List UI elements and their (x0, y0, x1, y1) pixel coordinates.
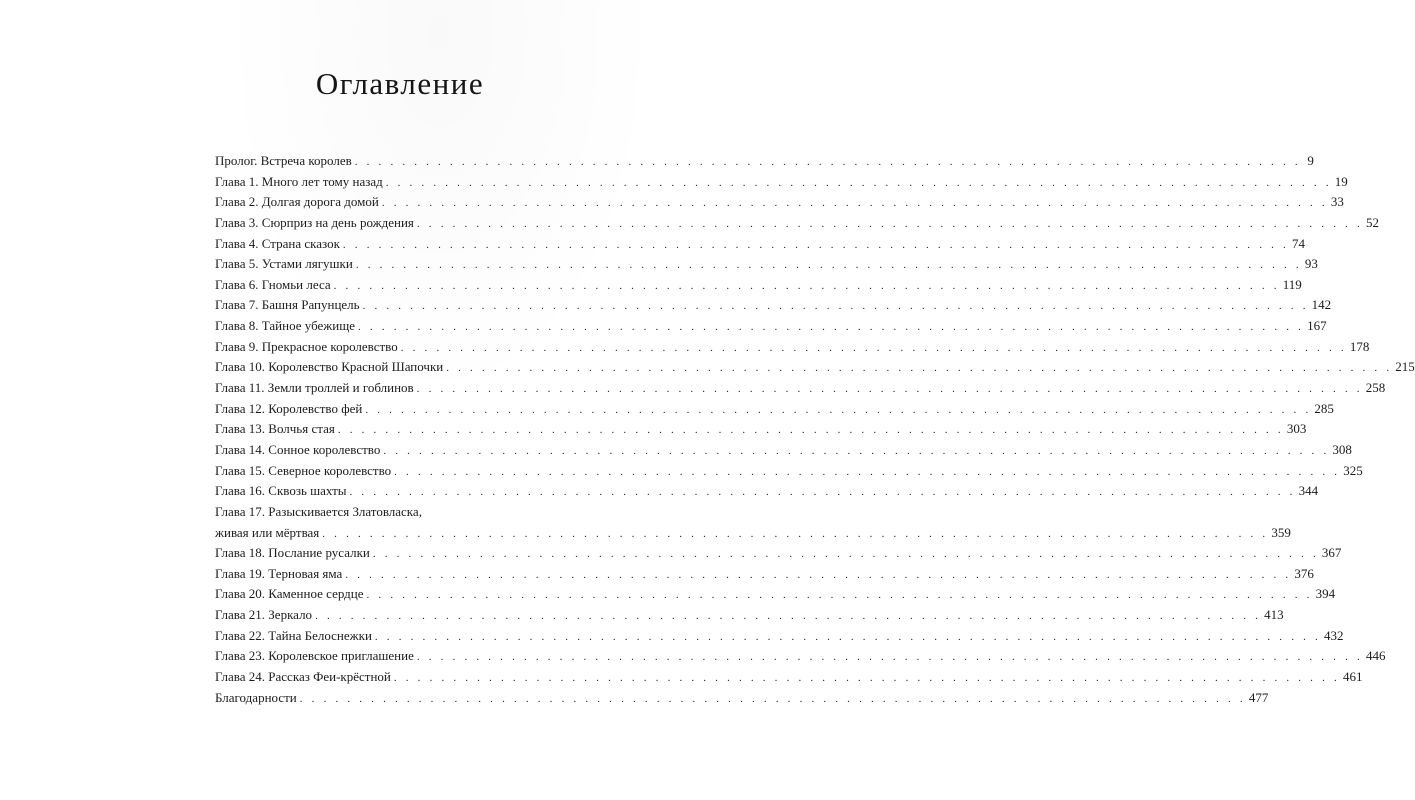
toc-page-number: 178 (1349, 338, 1370, 354)
toc-page-number: 119 (1282, 276, 1302, 292)
toc-line (215, 626, 1344, 647)
dot-leader: . . . . . . . . . . . . . . . . . . . . . . . . . . . . . . . . . . . . . . . . . . . . . . . . . . . . . . . . . . . . . . . . . . . . . . . . . . . . . . . . (416, 217, 1363, 230)
toc-entry (215, 419, 1307, 440)
toc-entry-title: Глава 14. Сонное королевство (215, 441, 381, 457)
toc-line (215, 584, 1336, 605)
toc-entry-title: Глава 15. Северное королевство (215, 462, 392, 478)
toc-entry-title: Благодарности (215, 689, 297, 705)
toc-page-number: 142 (1311, 297, 1332, 313)
toc-line (215, 213, 1379, 234)
dot-leader: . . . . . . . . . . . . . . . . . . . . . . . . . . . . . . . . . . . . . . . . . . . . . . . . . . . . . . . . . . . . . . . . . . . . . . . . . . . . . . . . (416, 383, 1363, 396)
toc-page-number: 74 (1291, 235, 1305, 251)
toc-page-number: 33 (1330, 194, 1344, 210)
toc-line (215, 481, 1319, 502)
toc-entry-title: Глава 1. Много лет тому назад (215, 173, 383, 189)
toc-line (215, 543, 1342, 564)
toc-entry-title: живая или мёртвая (215, 524, 320, 540)
toc-page-number: 9 (1307, 153, 1314, 168)
toc-entry-title: Глава 3. Сюрприз на день рождения (215, 214, 414, 230)
toc-entry-title: Глава 23. Королевское приглашение (215, 648, 414, 664)
toc-line (215, 337, 1370, 358)
dot-leader: . . . . . . . . . . . . . . . . . . . . . . . . . . . . . . . . . . . . . . . . . . . . . . . . . . . . . . . . . . . . . . . . . . . . . . . . . . . . . . . . (355, 259, 1302, 272)
toc-entry (215, 626, 1344, 647)
toc-entry (215, 667, 1363, 688)
dot-leader: . . . . . . . . . . . . . . . . . . . . . . . . . . . . . . . . . . . . . . . . . . . . . . . . . . . . . . . . . . . . . . . . . . . . . . . . . . . . . . . . (365, 403, 1312, 416)
dot-leader: . . . . . . . . . . . . . . . . . . . . . . . . . . . . . . . . . . . . . . . . . . . . . . . . . . . . . . . . . . . . . . . . . . . . . . . . . . . . . . . . (345, 568, 1292, 581)
toc-entry (215, 605, 1284, 626)
dot-leader: . . . . . . . . . . . . . . . . . . . . . . . . . . . . . . . . . . . . . . . . . . . . . . . . . . . . . . . . . . . . . . . . . . . . . . . . . . . . . . . . (381, 197, 1328, 210)
dot-leader: . . . . . . . . . . . . . . . . . . . . . . . . . . . . . . . . . . . . . . . . . . . . . . . . . . . . . . . . . . . . . . . . . . . . . . . . . . . . . . . . (333, 279, 1280, 292)
toc-line (215, 234, 1305, 255)
toc-entry-title: Глава 19. Терновая яма (215, 565, 343, 581)
toc-entry-title: Глава 8. Тайное убежище (215, 318, 356, 334)
toc-page-number: 446 (1365, 648, 1386, 664)
toc-line (215, 399, 1334, 420)
toc-page-number: 19 (1334, 173, 1348, 189)
toc-entry-title: Глава 24. Рассказ Феи-крёстной (215, 669, 391, 685)
toc-entry (215, 543, 1342, 564)
toc-entry-title: Глава 2. Долгая дорога домой (215, 194, 379, 210)
toc-page-number: 303 (1286, 421, 1307, 437)
toc-line (215, 564, 1314, 585)
toc-entry (215, 234, 1305, 255)
dot-leader: . . . . . . . . . . . . . . . . . . . . . . . . . . . . . . . . . . . . . . . . . . . . . . . . . . . . . . . . . . . . . . . . . . . . . . . . . . . . . . . . (322, 527, 1269, 540)
toc-entry-title: Глава 11. Земли троллей и гоблинов (215, 380, 414, 396)
dot-leader: . . . . . . . . . . . . . . . . . . . . . . . . . . . . . . . . . . . . . . . . . . . . . . . . . . . . . . . . . . . . . . . . . . . . . . . . . . . . . . . . (393, 672, 1340, 685)
toc-page-number: 308 (1332, 441, 1352, 457)
toc-line (215, 357, 1415, 378)
toc-entry (215, 275, 1302, 296)
dot-leader: . . . . . . . . . . . . . . . . . . . . . . . . . . . . . . . . . . . . . . . . . . . . . . . . . . . . . . . . . . . . . . . . . . . . . . . . . . . . . . . . (400, 341, 1347, 354)
toc-entry (215, 295, 1332, 316)
toc-entry-title: Глава 10. Королевство Красной Шапочки (215, 359, 444, 375)
toc-line (215, 523, 1291, 544)
page-title: Оглавление (315, 66, 485, 101)
toc-page-number: 461 (1342, 669, 1363, 685)
toc-entry-title: Глава 17. Разыскивается Златовласка, (215, 503, 422, 519)
toc-page-number: 325 (1343, 462, 1363, 478)
toc-page-number: 432 (1323, 627, 1344, 643)
dot-leader: . . . . . . . . . . . . . . . . . . . . . . . . . . . . . . . . . . . . . . . . . . . . . . . . . . . . . . . . . . . . . . . . . . . . . . . . . . . . . . . . (337, 424, 1284, 437)
dot-leader: . . . . . . . . . . . . . . . . . . . . . . . . . . . . . . . . . . . . . . . . . . . . . . . . . . . . . . . . . . . . . . . . . . . . . . . . . . . . . . . . (342, 238, 1289, 251)
toc-page-number: 477 (1248, 689, 1269, 705)
toc-entry-title: Глава 13. Волчья стая (215, 421, 335, 437)
toc-line (215, 316, 1327, 337)
toc-entry (215, 688, 1269, 709)
toc-entry-title: Глава 18. Послание русалки (215, 545, 370, 561)
dot-leader: . . . . . . . . . . . . . . . . . . . . . . . . . . . . . . . . . . . . . . . . . . . . . . . . . . . . . . . . . . . . . . . . . . . . . . . . . . . . . . . . (374, 630, 1321, 643)
toc-page-number: 344 (1298, 483, 1319, 499)
dot-leader: . . . . . . . . . . . . . . . . . . . . . . . . . . . . . . . . . . . . . . . . . . . . . . . . . . . . . . . . . . . . . . . . . . . . . . . . . . . . . . . . (372, 548, 1319, 561)
dot-leader: . . . . . . . . . . . . . . . . . . . . . . . . . . . . . . . . . . . . . . . . . . . . . . . . . . . . . . . . . . . . . . . . . . . . . . . . . . . . . . . . (383, 444, 1330, 457)
toc-page-number: 93 (1304, 256, 1318, 272)
dot-leader: . . . . . . . . . . . . . . . . . . . . . . . . . . . . . . . . . . . . . . . . . . . . . . . . . . . . . . . . . . . . . . . . . . . . . . . . . . . . . . . . (358, 321, 1305, 334)
table-of-contents (215, 151, 1415, 708)
toc-page-number: 215 (1395, 359, 1415, 375)
toc-line (215, 172, 1348, 193)
toc-entry (215, 316, 1327, 337)
dot-leader: . . . . . . . . . . . . . . . . . . . . . . . . . . . . . . . . . . . . . . . . . . . . . . . . . . . . . . . . . . . . . . . . . . . . . . . . . . . . . . . . (446, 362, 1393, 375)
toc-entry-title: Пролог. Встреча королев (215, 153, 352, 168)
toc-page-number: 167 (1307, 318, 1327, 334)
toc-entry (215, 481, 1319, 502)
toc-line (215, 440, 1352, 461)
toc-line (215, 461, 1363, 482)
toc-entry (215, 646, 1386, 667)
toc-line (215, 378, 1386, 399)
toc-entry-title: Глава 4. Страна сказок (215, 235, 340, 251)
dot-leader: . . . . . . . . . . . . . . . . . . . . . . . . . . . . . . . . . . . . . . . . . . . . . . . . . . . . . . . . . . . . . . . . . . . . . . . . . . . . . . . . (349, 486, 1296, 499)
toc-entry-title: Глава 6. Гномьи леса (215, 276, 331, 292)
toc-entry-title: Глава 7. Башня Рапунцель (215, 297, 360, 313)
toc-line (215, 419, 1307, 440)
toc-entry (215, 172, 1348, 193)
toc-line (215, 667, 1363, 688)
toc-entry-title: Глава 20. Каменное сердце (215, 586, 364, 602)
toc-page-number: 376 (1294, 565, 1314, 581)
toc-entry (215, 461, 1363, 482)
dot-leader: . . . . . . . . . . . . . . . . . . . . . . . . . . . . . . . . . . . . . . . . . . . . . . . . . . . . . . . . . . . . . . . . . . . . . . . . . . . . . . . . (385, 176, 1332, 189)
toc-line (215, 646, 1386, 667)
toc-entry-title: Глава 21. Зеркало (215, 607, 313, 623)
toc-entry (215, 584, 1336, 605)
toc-entry-title: Глава 22. Тайна Белоснежки (215, 627, 372, 643)
toc-entry (215, 440, 1352, 461)
toc-entry-title: Глава 12. Королевство фей (215, 400, 363, 416)
toc-page-number: 367 (1321, 545, 1342, 561)
toc-line (215, 605, 1284, 626)
toc-page-number: 359 (1271, 524, 1291, 540)
toc-entry-title: Глава 9. Прекрасное королевство (215, 338, 398, 354)
toc-entry (215, 151, 1314, 172)
toc-page-number: 394 (1315, 586, 1336, 602)
toc-line (215, 192, 1344, 213)
toc-entry (215, 564, 1314, 585)
toc-entry (215, 213, 1379, 234)
toc-page-number: 52 (1365, 214, 1379, 230)
dot-leader: . . . . . . . . . . . . . . . . . . . . . . . . . . . . . . . . . . . . . . . . . . . . . . . . . . . . . . . . . . . . . . . . . . . . . . . . . . . . . . . . (315, 610, 1262, 623)
toc-entry-title: Глава 5. Устами лягушки (215, 256, 353, 272)
dot-leader: . . . . . . . . . . . . . . . . . . . . . . . . . . . . . . . . . . . . . . . . . . . . . . . . . . . . . . . . . . . . . . . . . . . . . . . . . . . . . . . . (366, 589, 1313, 602)
dot-leader: . . . . . . . . . . . . . . . . . . . . . . . . . . . . . . . . . . . . . . . . . . . . . . . . . . . . . . . . . . . . . . . . . . . . . . . . . . . . . . . . (416, 651, 1363, 664)
toc-entry (215, 378, 1386, 399)
toc-line (215, 688, 1269, 709)
toc-line (215, 275, 1302, 296)
toc-line (215, 151, 1314, 172)
toc-entry (215, 399, 1334, 420)
toc-entry (215, 357, 1415, 378)
toc-page-number: 285 (1314, 400, 1334, 416)
toc-page-number: 413 (1264, 607, 1284, 623)
toc-entry (215, 192, 1344, 213)
toc-line (215, 502, 599, 523)
toc-line (215, 254, 1318, 275)
dot-leader: . . . . . . . . . . . . . . . . . . . . . . . . . . . . . . . . . . . . . . . . . . . . . . . . . . . . . . . . . . . . . . . . . . . . . . . . . . . . . . . . (394, 465, 1341, 478)
dot-leader: . . . . . . . . . . . . . . . . . . . . . . . . . . . . . . . . . . . . . . . . . . . . . . . . . . . . . . . . . . . . . . . . . . . . . . . . . . . . . . . . (299, 692, 1246, 705)
toc-line (215, 295, 1332, 316)
toc-entry-title: Глава 16. Сквозь шахты (215, 483, 347, 499)
dot-leader: . . . . . . . . . . . . . . . . . . . . . . . . . . . . . . . . . . . . . . . . . . . . . . . . . . . . . . . . . . . . . . . . . . . . . . . . . . . . . . . . (362, 300, 1309, 313)
toc-page-number: 258 (1365, 380, 1386, 396)
toc-entry (215, 337, 1370, 358)
toc-entry (215, 502, 1291, 543)
dot-leader: . . . . . . . . . . . . . . . . . . . . . . . . . . . . . . . . . . . . . . . . . . . . . . . . . . . . . . . . . . . . . . . . . . . . . . . . . . . . . . . . (354, 156, 1301, 168)
toc-entry (215, 254, 1318, 275)
